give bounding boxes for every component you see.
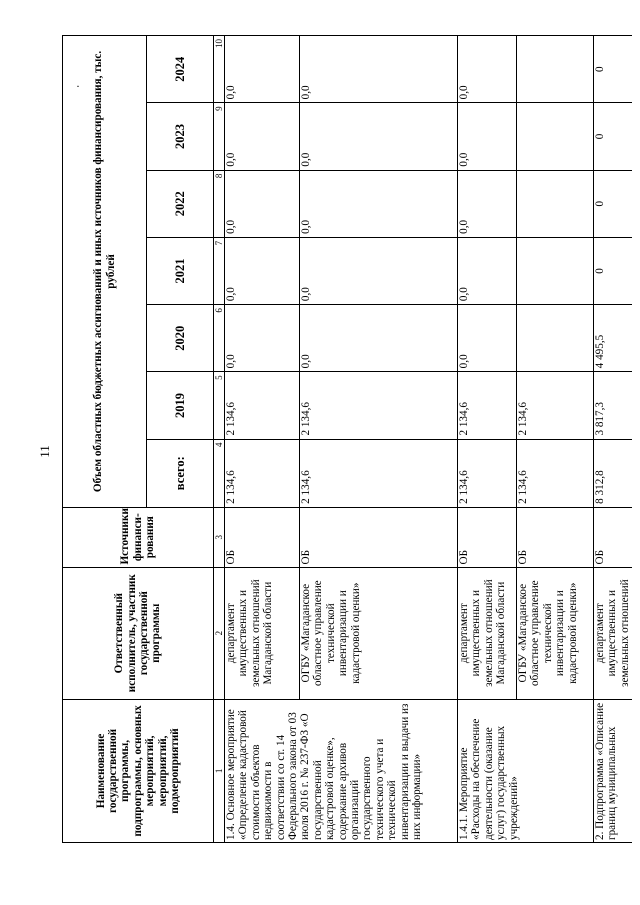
row-name-cell: 1.4.1. Мероприятие «Расходы на обеспечение деятельности (оказание услуг) государственных учреждений» (458, 699, 594, 842)
row-value-cell: 2 134,6 (225, 439, 300, 507)
row-value-cell: 2 134,6 (458, 372, 517, 439)
row-source-cell: ОБ (300, 507, 458, 567)
row-value-cell: 0,0 (458, 36, 517, 103)
row-name-cell: 1.4. Основное мероприятие «Определение кадастровой стоимости объектов недвижимости в соответствии со ст. 14 Федерального закона от 03 июля 2016 г. № 237-ФЗ «О государственной кадастровой оценке», содержание архивов организаций государственного технического учета и технической инвентаризации и выдачи из них информации» (225, 699, 458, 842)
column-number: 9 (214, 103, 225, 170)
row-value-cell: 0 (594, 103, 632, 170)
header-year-2023: 2023 (147, 103, 214, 170)
row-value-cell: 0,0 (300, 103, 458, 170)
row-value-cell (517, 36, 594, 103)
header-source: Источники финанси-рования (63, 507, 214, 567)
financing-table (62, 35, 632, 843)
row-source-cell: ОБ (517, 507, 594, 567)
row-value-cell: 0,0 (300, 36, 458, 103)
row-value-cell: 0,0 (458, 305, 517, 372)
row-value-cell: 0,0 (300, 170, 458, 237)
header-name: Наименование государственной программы, подпрограммы, основных мероприятий, мероприятий, подмероприятий (63, 699, 214, 842)
row-value-cell: 3 817,3 (594, 372, 632, 439)
table-row (458, 36, 517, 843)
row-value-cell: 2 134,6 (225, 372, 300, 439)
row-value-cell: 0,0 (300, 237, 458, 304)
row-value-cell (517, 103, 594, 170)
row-value-cell: 8 312,8 (594, 439, 632, 507)
header-year-2019: 2019 (147, 372, 214, 439)
row-value-cell: 2 134,6 (517, 439, 594, 507)
header-responsible: Ответственный исполнитель, участник государственной программы (63, 567, 214, 699)
row-source-cell: ОБ (458, 507, 517, 567)
row-responsible-cell: ОГБУ «Магаданское областное управление технической инвентаризации и кадастровой оценки» (300, 567, 458, 699)
row-value-cell: 2 134,6 (300, 372, 458, 439)
row-value-cell: 0,0 (225, 103, 300, 170)
column-number: 2 (214, 567, 225, 699)
row-responsible-cell: департамент имущественных и земельных отношений Магаданской области (458, 567, 517, 699)
row-value-cell (517, 305, 594, 372)
row-value-cell: 2 134,6 (300, 439, 458, 507)
row-value-cell (517, 237, 594, 304)
column-number: 3 (214, 507, 225, 567)
row-value-cell: 0,0 (300, 305, 458, 372)
column-number: 5 (214, 372, 225, 439)
header-total: всего: (147, 439, 214, 507)
column-number: 1 (214, 699, 225, 842)
column-number-row (214, 36, 225, 843)
table-row (225, 36, 300, 843)
header-volume: Объем областных бюджетных ассигнований и иных источников финансирования, тыс. рублей (63, 36, 147, 508)
row-value-cell: 0,0 (225, 170, 300, 237)
row-responsible-cell: ОГБУ «Магаданское областное управление технической инвентаризации и кадастровой оценки» (517, 567, 594, 699)
row-value-cell: 2 134,6 (458, 439, 517, 507)
row-name-cell: 2. Подпрограмма «Описание границ муниципальных (594, 699, 632, 842)
header-year-2021: 2021 (147, 237, 214, 304)
column-number: 4 (214, 439, 225, 507)
column-number: 6 (214, 305, 225, 372)
header-year-2020: 2020 (147, 305, 214, 372)
row-value-cell: 4 495,5 (594, 305, 632, 372)
row-source-cell: ОБ (594, 507, 632, 567)
row-value-cell: 0 (594, 170, 632, 237)
row-value-cell: 0,0 (225, 36, 300, 103)
table-row (594, 36, 632, 843)
row-source-cell: ОБ (225, 507, 300, 567)
row-value-cell: 0,0 (458, 170, 517, 237)
stray-mark: · (76, 79, 80, 93)
column-number: 7 (214, 237, 225, 304)
header-year-2022: 2022 (147, 170, 214, 237)
row-value-cell: 2 134,6 (517, 372, 594, 439)
rotated-table-wrapper (62, 35, 631, 843)
column-number: 8 (214, 170, 225, 237)
row-responsible-cell: департамент имущественных и земельных отношений (594, 567, 632, 699)
row-responsible-cell: департамент имущественных и земельных отношений Магаданской области (225, 567, 300, 699)
page-number: 11 (36, 445, 52, 458)
row-value-cell (517, 170, 594, 237)
column-number: 10 (214, 36, 225, 103)
header-year-2024: 2024 (147, 36, 214, 103)
row-value-cell: 0 (594, 237, 632, 304)
row-value-cell: 0,0 (225, 237, 300, 304)
row-value-cell: 0,0 (458, 237, 517, 304)
row-value-cell: 0 (594, 36, 632, 103)
row-value-cell: 0,0 (458, 103, 517, 170)
row-value-cell: 0,0 (225, 305, 300, 372)
